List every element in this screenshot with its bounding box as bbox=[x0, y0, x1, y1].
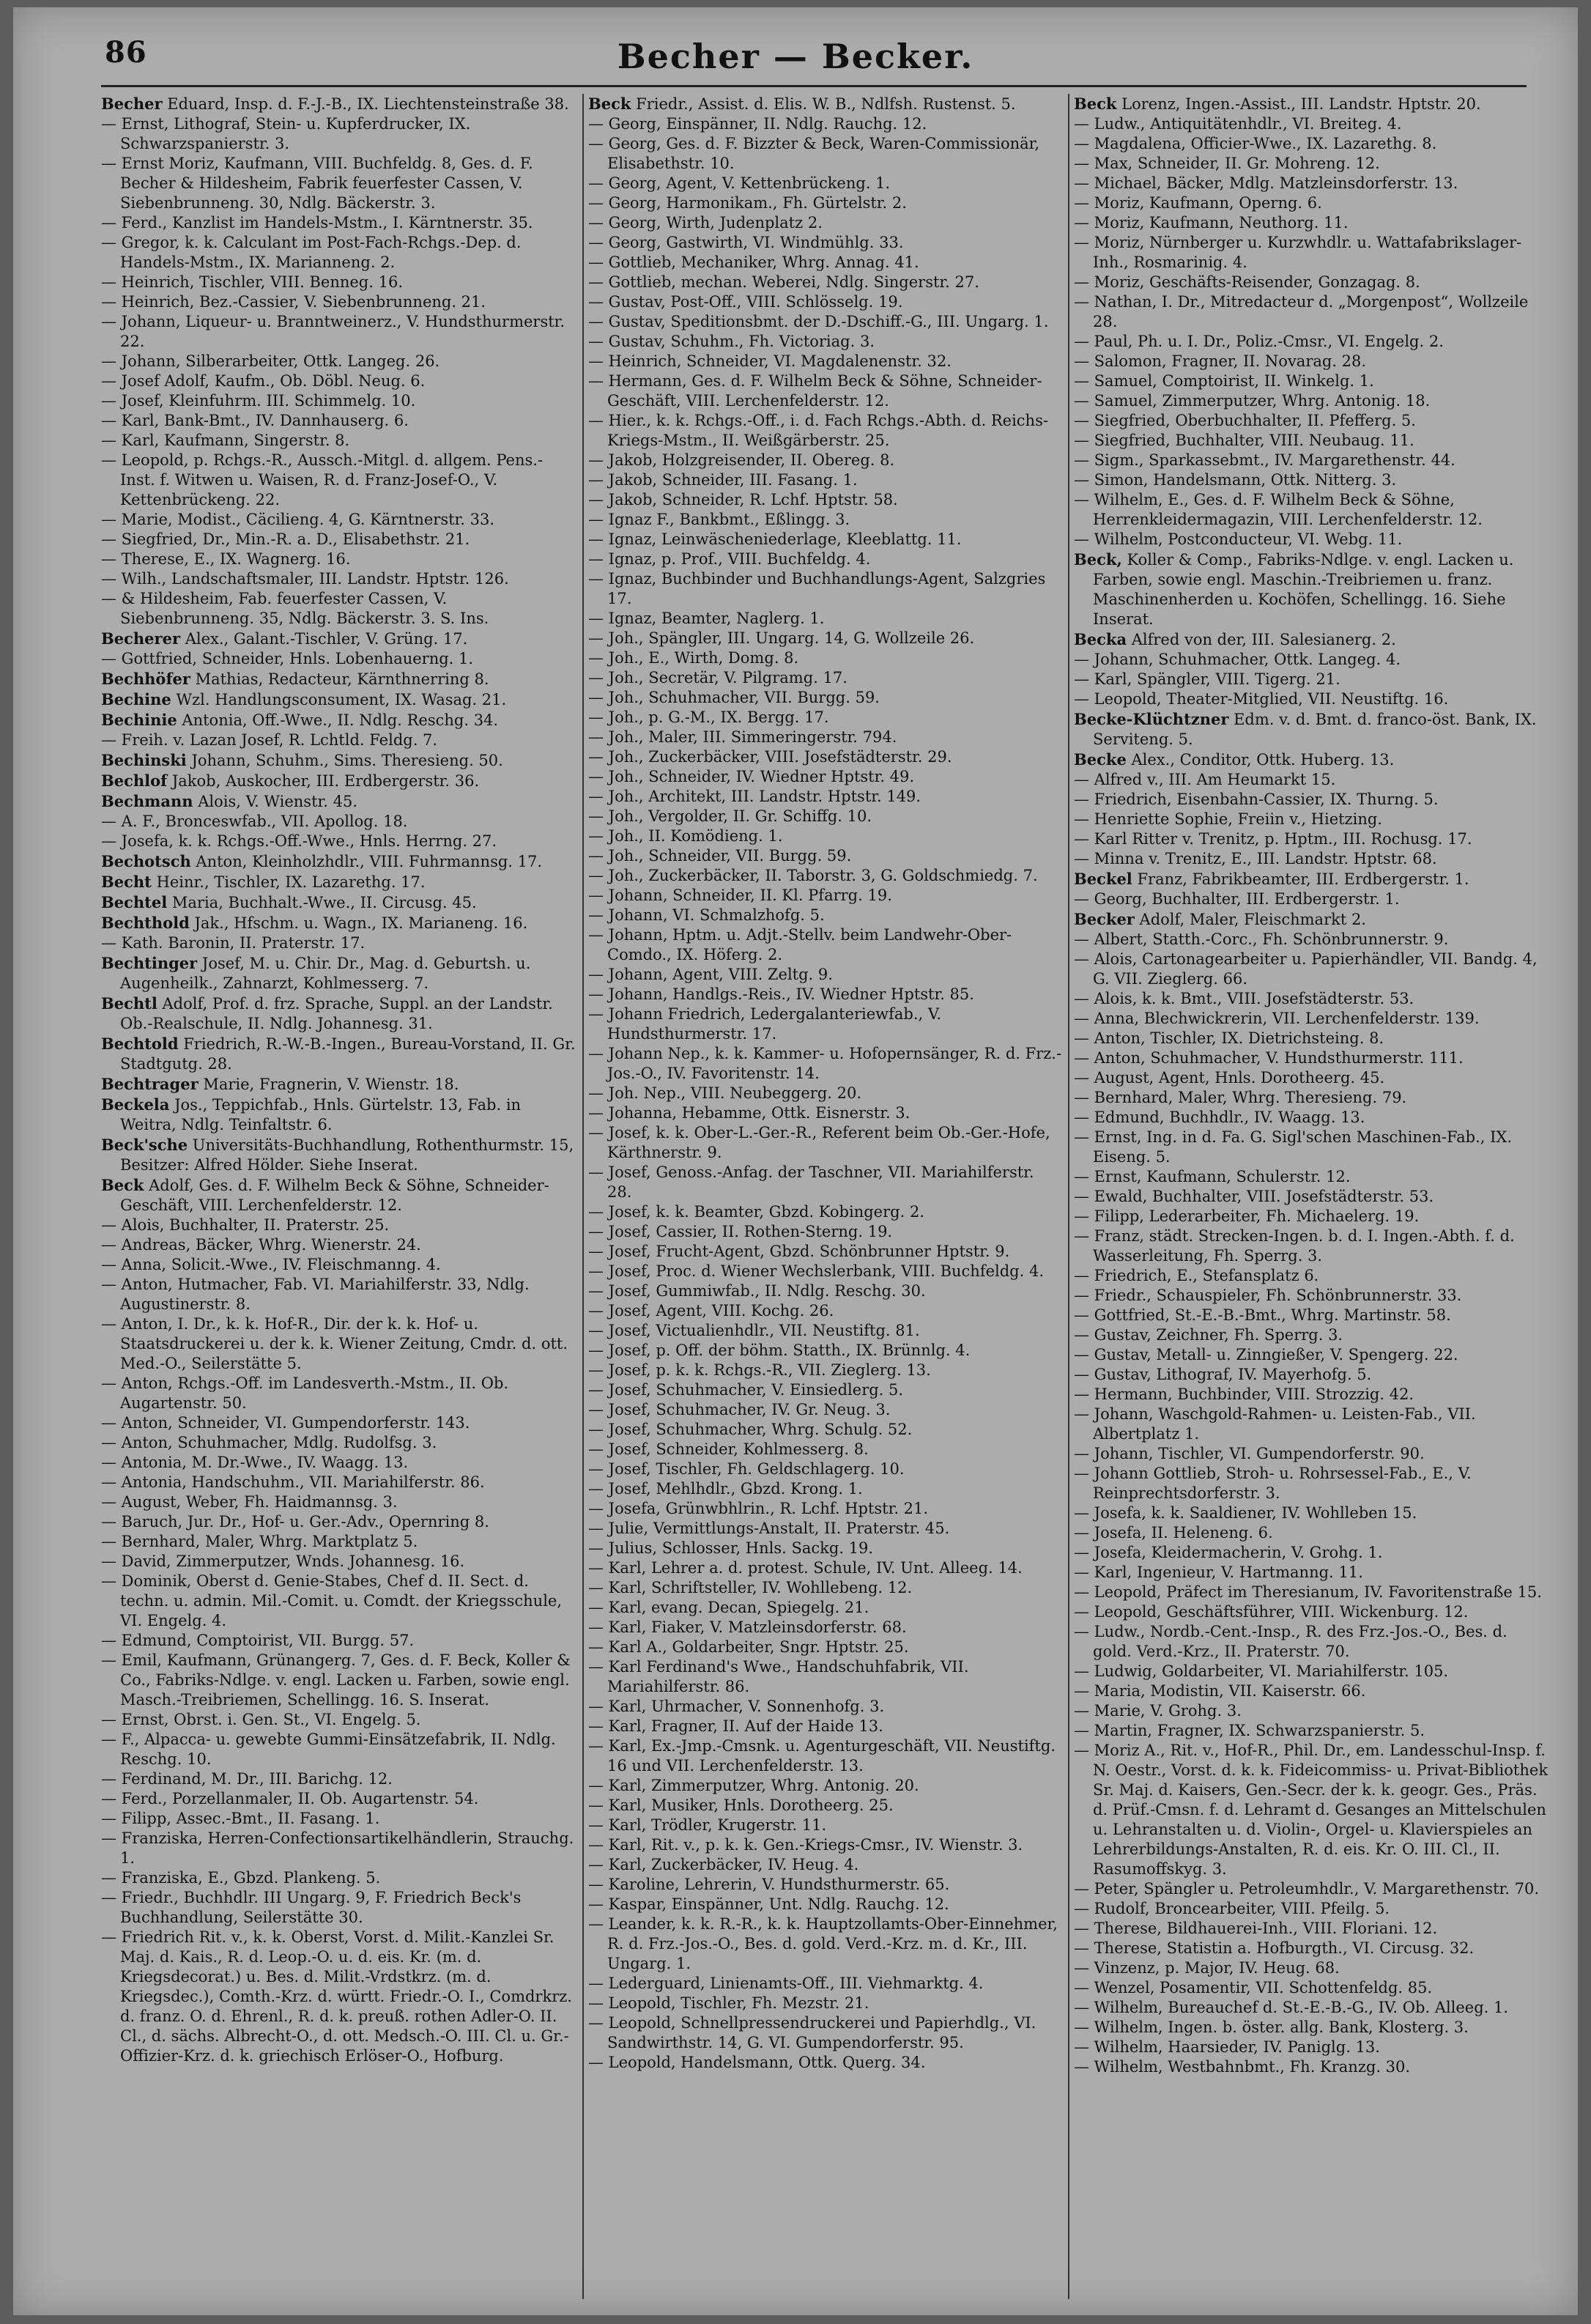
directory-entry: — David, Zimmerputzer, Wnds. Johannesg. 16. bbox=[101, 1553, 465, 1570]
directory-entry: — Karl, Zuckerbäcker, IV. Heug. 4. bbox=[588, 1856, 859, 1873]
directory-entry: Bechmann Alois, V. Wienstr. 45. bbox=[101, 792, 357, 810]
directory-entry: Becht Heinr., Tischler, IX. Lazarethg. 17. bbox=[101, 873, 426, 891]
directory-entry: — Kaspar, Einspänner, Unt. Ndlg. Rauchg. 12. bbox=[588, 1895, 949, 1913]
directory-entry: — Friedr., Schauspieler, Fh. Schönbrunnerstr. 33. bbox=[1074, 1287, 1462, 1304]
directory-entry: — Karl, Uhrmacher, V. Sonnenhofg. 3. bbox=[588, 1698, 885, 1715]
directory-entry: — Johann, Handlgs.-Reis., IV. Wiedner Hptstr. 85. bbox=[588, 985, 974, 1003]
directory-entry: — Karl, Rit. v., p. k. k. Gen.-Kriegs-Cmsr., IV. Wienstr. 3. bbox=[588, 1836, 1023, 1854]
directory-entry: — Johann, Tischler, VI. Gumpendorferstr. 90. bbox=[1074, 1445, 1425, 1462]
directory-entry: — Karl, Fiaker, V. Matzleinsdorferstr. 68. bbox=[588, 1618, 907, 1636]
directory-entry: — Josef, Genoss.-Anfag. der Taschner, VII. Mariahilferstr. 28. bbox=[588, 1163, 1034, 1201]
directory-entry: — Salomon, Fragner, II. Novarag. 28. bbox=[1074, 352, 1367, 370]
directory-entry: — Therese, Statistin a. Hofburgth., VI. Circusg. 32. bbox=[1074, 1939, 1475, 1957]
directory-entry: — Karl, Fragner, II. Auf der Haide 13. bbox=[588, 1717, 883, 1735]
directory-entry: — Joh., Secretär, V. Pilgramg. 17. bbox=[588, 669, 848, 687]
directory-entry: — Antonia, M. Dr.-Wwe., IV. Waagg. 13. bbox=[101, 1454, 409, 1471]
directory-entry: — Karl A., Goldarbeiter, Sngr. Hptstr. 25. bbox=[588, 1638, 909, 1656]
directory-entry: Bechine Wzl. Handlungsconsument, IX. Wasag. 21. bbox=[101, 690, 507, 708]
directory-entry: — Friedr., Buchhdlr. III Ungarg. 9, F. Friedrich Beck's Buchhandlung, Seilerstätte 30. bbox=[101, 1889, 522, 1926]
directory-entry: — Heinrich, Schneider, VI. Magdalenenstr. 32. bbox=[588, 352, 952, 370]
directory-entry: — Franziska, Herren-Confectionsartikelhändlerin, Strauchg. 1. bbox=[101, 1829, 574, 1867]
directory-entry: — Joh., p. G.-M., IX. Bergg. 17. bbox=[588, 708, 829, 726]
directory-entry: — Josef, k. k. Beamter, Gbzd. Kobingerg. 2. bbox=[588, 1203, 924, 1221]
directory-entry: — Joh., Architekt, III. Landstr. Hptstr. 149. bbox=[588, 788, 921, 805]
directory-entry: — Georg, Gastwirth, VI. Windmühlg. 33. bbox=[588, 234, 904, 251]
directory-entry: — Josef, Kleinfuhrm. III. Schimmelg. 10. bbox=[101, 392, 416, 410]
directory-entry: — Wilhelm, Bureauchef d. St.-E.-B.-G., IV. Ob. Alleeg. 1. bbox=[1074, 1999, 1509, 2016]
directory-entry: — Michael, Bäcker, Mdlg. Matzleinsdorferstr. 13. bbox=[1074, 174, 1458, 192]
directory-entry: — Gustav, Speditionsbmt. der D.-Dschiff.-G., III. Ungarg. 1. bbox=[588, 313, 1049, 330]
directory-entry: — Karl, Kaufmann, Singerstr. 8. bbox=[101, 432, 350, 449]
directory-entry: — Karl, Schriftsteller, IV. Wohllebeng. 12. bbox=[588, 1579, 913, 1596]
directory-entry: — Leopold, Tischler, Fh. Mezstr. 21. bbox=[588, 1994, 869, 2012]
directory-entry: — Joh., Vergolder, II. Gr. Schiffg. 10. bbox=[588, 807, 872, 825]
directory-entry: Beck, Koller & Comp., Fabriks-Ndlge. v. engl. Lacken u. Farben, sowie engl. Maschin.-Treibriemen u. franz. Maschinenherden u. Kochöfen, Schellingg. 16. Siehe Inserat. bbox=[1074, 550, 1514, 628]
header-rule bbox=[101, 85, 1527, 87]
directory-entry: — Anna, Blechwickrerin, VII. Lerchenfelderstr. 139. bbox=[1074, 1010, 1480, 1027]
directory-entry: — Josef, Proc. d. Wiener Wechslerbank, VIII. Buchfeldg. 4. bbox=[588, 1262, 1045, 1280]
column-right bbox=[1074, 94, 1550, 2306]
directory-entry: — Georg, Buchhalter, III. Erdbergerstr. 1. bbox=[1074, 890, 1400, 908]
directory-entry: — Josef, Schneider, Kohlmesserg. 8. bbox=[588, 1440, 869, 1458]
directory-entry: Becka Alfred von der, III. Salesianerg. 2. bbox=[1074, 630, 1396, 648]
directory-entry: — Leopold, Handelsmann, Ottk. Querg. 34. bbox=[588, 2054, 926, 2071]
directory-entry: — Wilhelm, Ingen. b. öster. allg. Bank, Klosterg. 3. bbox=[1074, 2018, 1469, 2036]
directory-entry: — Johann, Schuhmacher, Ottk. Langeg. 4. bbox=[1074, 651, 1401, 668]
directory-entry: — Karoline, Lehrerin, V. Hundsthurmerstr. 65. bbox=[588, 1876, 950, 1893]
directory-entry: — Ignaz, Beamter, Naglerg. 1. bbox=[588, 610, 825, 627]
directory-entry: — Paul, Ph. u. I. Dr., Poliz.-Cmsr., VI. Engelg. 2. bbox=[1074, 333, 1444, 350]
directory-entry: Becker Adolf, Maler, Fleischmarkt 2. bbox=[1074, 910, 1366, 928]
directory-entry: — Wilhelm, Westbahnbmt., Fh. Kranzg. 30. bbox=[1074, 2058, 1411, 2076]
directory-entry: — Ludwig, Goldarbeiter, VI. Mariahilferstr. 105. bbox=[1074, 1662, 1449, 1680]
directory-entry: — Anton, I. Dr., k. k. Hof-R., Dir. der k. k. Hof- u. Staatsdruckerei u. der k. k. Wiener Zeitung, Cmdr. d. ott. Med.-O., Seilerstätte 5. bbox=[101, 1315, 568, 1372]
directory-entry: — Johanna, Hebamme, Ottk. Eisnerstr. 3. bbox=[588, 1104, 911, 1122]
directory-entry: — Minna v. Trenitz, E., III. Landstr. Hptstr. 68. bbox=[1074, 850, 1437, 867]
directory-entry: — Dominik, Oberst d. Genie-Stabes, Chef d. II. Sect. d. techn. u. admin. Mil.-Comit. u. Comdt. der Kriegsschule, VI. Engelg. 4. bbox=[101, 1572, 563, 1629]
directory-entry: — Hermann, Ges. d. F. Wilhelm Beck & Söhne, Schneider-Geschäft, VIII. Lerchenfelderstr. 12. bbox=[588, 372, 1042, 410]
directory-entry: — A. F., Bronceswfab., VII. Apollog. 18. bbox=[101, 813, 408, 830]
directory-entry: — Friedrich Rit. v., k. k. Oberst, Vorst. d. Milit.-Kanzlei Sr. Maj. d. Kais., R. d. Leop.-O. u. d. eis. Kr. (m. d. Kriegsdecorat.) u. Bes. d. Milit.-Vrdstkrz. (m. d. Kriegsdec.), Comth.-Krz. d. württ. Friedr.-O. I., Comdrkrz. d. franz. O. d. Ehrenl., R. d. k. preuß. rothen Adler-O. II. Cl., d. sächs. Albrecht-O., d. ott. Medsch.-O. III. Cl. u. Gr.-Offizier-Krz. d. k. griechisch Erlöser-O., Hofburg. bbox=[101, 1928, 572, 2065]
directory-entry: — Gottfried, Schneider, Hnls. Lobenhauerng. 1. bbox=[101, 650, 474, 667]
directory-entry: — Freih. v. Lazan Josef, R. Lchtld. Feldg. 7. bbox=[101, 731, 438, 749]
directory-entry: — Anton, Hutmacher, Fab. VI. Mariahilferstr. 33, Ndlg. Augustinerstr. 8. bbox=[101, 1276, 530, 1313]
directory-entry: — Joh., Zuckerbäcker, II. Taborstr. 3, G. Goldschmiedg. 7. bbox=[588, 867, 1038, 884]
directory-entry: — Gustav, Schuhm., Fh. Victoriag. 3. bbox=[588, 333, 875, 350]
directory-entry: — Ferdinand, M. Dr., III. Barichg. 12. bbox=[101, 1770, 393, 1788]
column-middle bbox=[588, 94, 1063, 2306]
directory-entry: — Maria, Modistin, VII. Kaiserstr. 66. bbox=[1074, 1682, 1366, 1700]
directory-entry: — & Hildesheim, Fab. feuerfester Cassen, V. Siebenbrunneng. 35, Ndlg. Bäckerstr. 3. S. Ins. bbox=[101, 590, 489, 627]
directory-entry: — Sigm., Sparkassebmt., IV. Margarethenstr. 44. bbox=[1074, 451, 1455, 469]
directory-entry: — Johann, Silberarbeiter, Ottk. Langeg. 26. bbox=[101, 352, 440, 370]
directory-entry: — Leopold, Theater-Mitglied, VII. Neustiftg. 16. bbox=[1074, 690, 1449, 708]
directory-entry: — Siegfried, Buchhalter, VIII. Neubaug. 11. bbox=[1074, 432, 1414, 449]
directory-entry: — Anton, Schuhmacher, Mdlg. Rudolfsg. 3. bbox=[101, 1434, 437, 1451]
directory-entry: — Josef, Agent, VIII. Kochg. 26. bbox=[588, 1302, 834, 1320]
directory-entry: — Moriz, Nürnberger u. Kurzwhdlr. u. Wattafabrikslager-Inh., Rosmarinig. 4. bbox=[1074, 234, 1522, 271]
directory-entry: — Emil, Kaufmann, Grünangerg. 7, Ges. d. F. Beck, Koller & Co., Fabriks-Ndlge. v. engl. Lacken u. Farben, sowie engl. Masch.-Treibriemen, Schellingg. 16. S. Inserat. bbox=[101, 1651, 571, 1709]
directory-entry: — Baruch, Jur. Dr., Hof- u. Ger.-Adv., Opernring 8. bbox=[101, 1513, 489, 1531]
directory-entry: — Simon, Handelsmann, Ottk. Nitterg. 3. bbox=[1074, 471, 1397, 489]
directory-entry: — Julie, Vermittlungs-Anstalt, II. Praterstr. 45. bbox=[588, 1520, 950, 1537]
directory-entry: — Karl, Lehrer a. d. protest. Schule, IV. Unt. Alleeg. 14. bbox=[588, 1559, 1023, 1577]
directory-entry: — Marie, Modist., Cäcilieng. 4, G. Kärntnerstr. 33. bbox=[101, 511, 495, 528]
directory-entry: — Ignaz, p. Prof., VIII. Buchfeldg. 4. bbox=[588, 550, 871, 568]
directory-entry: — Jakob, Schneider, R. Lchf. Hptstr. 58. bbox=[588, 491, 898, 508]
directory-entry: — Marie, V. Grohg. 3. bbox=[1074, 1702, 1242, 1720]
directory-entry: — Jakob, Holzgreisender, II. Obereg. 8. bbox=[588, 451, 895, 469]
directory-entry: Becke Alex., Conditor, Ottk. Huberg. 13. bbox=[1074, 750, 1395, 769]
directory-entry: — Josef, Victualienhdlr., VII. Neustiftg. 81. bbox=[588, 1322, 920, 1339]
directory-entry: — Karl, Bank-Bmt., IV. Dannhauserg. 6. bbox=[101, 412, 409, 429]
page-header bbox=[13, 7, 1578, 76]
page-title: Becher — Becker. bbox=[617, 37, 974, 76]
directory-entry: — Nathan, I. Dr., Mitredacteur d. „Morgenpost“, Wollzeile 28. bbox=[1074, 293, 1529, 330]
directory-entry: — Ludw., Antiquitätenhdlr., VI. Breiteg. 4. bbox=[1074, 115, 1402, 133]
directory-entry: — Josef, p. Off. der böhm. Statth., IX. Brünnlg. 4. bbox=[588, 1342, 971, 1359]
directory-entry: Bechtel Maria, Buchhalt.-Wwe., II. Circusg. 45. bbox=[101, 893, 477, 911]
directory-entry: — Gottlieb, mechan. Weberei, Ndlg. Singerstr. 27. bbox=[588, 273, 979, 291]
directory-entry: — Joh. Nep., VIII. Neubeggerg. 20. bbox=[588, 1084, 862, 1102]
directory-entry: — Ludw., Nordb.-Cent.-Insp., R. des Frz.-Jos.-O., Bes. d. gold. Verd.-Krz., II. Praterstr. 70. bbox=[1074, 1623, 1507, 1660]
directory-entry: — F., Alpacca- u. gewebte Gummi-Einsätzefabrik, II. Ndlg. Reschg. 10. bbox=[101, 1731, 556, 1768]
directory-entry: — Martin, Fragner, IX. Schwarzspanierstr. 5. bbox=[1074, 1722, 1425, 1739]
directory-entry: — Johann Nep., k. k. Kammer- u. Hofopernsänger, R. d. Frz.-Jos.-O., IV. Favoritenstr. 14. bbox=[588, 1045, 1062, 1082]
directory-entry: — Gottfried, St.-E.-B.-Bmt., Whrg. Martinstr. 58. bbox=[1074, 1306, 1451, 1324]
page-number: 86 bbox=[105, 35, 147, 70]
directory-entry: — Hier., k. k. Rchgs.-Off., i. d. Fach Rchgs.-Abth. d. Reichs-Kriegs-Mstm., II. Weißgärberstr. 25. bbox=[588, 412, 1048, 449]
directory-entry: — Lederguard, Linienamts-Off., III. Viehmarktg. 4. bbox=[588, 1975, 984, 1992]
directory-entry: — Ernst, Kaufmann, Schulerstr. 12. bbox=[1074, 1168, 1351, 1185]
directory-entry: — Friedrich, Eisenbahn-Cassier, IX. Thurng. 5. bbox=[1074, 791, 1439, 808]
directory-entry: — Josef, Schuhmacher, Whrg. Schulg. 52. bbox=[588, 1421, 913, 1438]
directory-entry: — Karl, Ingenieur, V. Hartmanng. 11. bbox=[1074, 1563, 1363, 1581]
directory-entry: — Henriette Sophie, Freiin v., Hietzing. bbox=[1074, 810, 1382, 828]
directory-entry: — Karl, Spängler, VIII. Tigerg. 21. bbox=[1074, 670, 1340, 688]
directory-entry: — Johann Gottlieb, Stroh- u. Rohrsessel-Fab., E., V. Reinprechtsdorferstr. 3. bbox=[1074, 1465, 1472, 1502]
directory-entry: — Josefa, k. k. Rchgs.-Off.-Wwe., Hnls. Herrng. 27. bbox=[101, 832, 497, 850]
directory-entry: — Anna, Solicit.-Wwe., IV. Fleischmanng. 4. bbox=[101, 1256, 441, 1273]
directory-entry: — Wilhelm, E., Ges. d. F. Wilhelm Beck & Söhne, Herrenkleidermagazin, VIII. Lerchenfelderstr. 12. bbox=[1074, 491, 1483, 528]
directory-entry: — Alois, k. k. Bmt., VIII. Josefstädterstr. 53. bbox=[1074, 990, 1414, 1007]
directory-entry: — Max, Schneider, II. Gr. Mohreng. 12. bbox=[1074, 155, 1380, 172]
directory-entry: Bechotsch Anton, Kleinholzhdlr., VIII. Fuhrmannsg. 17. bbox=[101, 852, 543, 870]
directory-entry: — Karl Ritter v. Trenitz, p. Hptm., III. Rochusg. 17. bbox=[1074, 830, 1472, 848]
directory-entry: — Josef, Mehlhdlr., Gbzd. Krong. 1. bbox=[588, 1480, 863, 1498]
directory-entry: — Hermann, Buchbinder, VIII. Strozzig. 42. bbox=[1074, 1385, 1414, 1403]
directory-entry: — Filipp, Assec.-Bmt., II. Fasang. 1. bbox=[101, 1810, 380, 1827]
directory-entry: — Ignaz F., Bankbmt., Eßlingg. 3. bbox=[588, 511, 850, 528]
directory-entry: — Ernst, Ing. in d. Fa. G. Sigl'schen Maschinen-Fab., IX. Eiseng. 5. bbox=[1074, 1128, 1513, 1166]
directory-entry: — August, Agent, Hnls. Dorotheerg. 45. bbox=[1074, 1069, 1385, 1087]
directory-entry: Beckel Franz, Fabrikbeamter, III. Erdbergerstr. 1. bbox=[1074, 870, 1469, 888]
directory-entry: — Anton, Schneider, VI. Gumpendorferstr. 143. bbox=[101, 1414, 470, 1432]
directory-entry: — Ernst, Obrst. i. Gen. St., VI. Engelg. 5. bbox=[101, 1711, 421, 1728]
directory-entry: — Alois, Buchhalter, II. Praterstr. 25. bbox=[101, 1216, 390, 1234]
directory-entry: — Magdalena, Officier-Wwe., IX. Lazarethg. 8. bbox=[1074, 135, 1437, 152]
directory-entry: — Heinrich, Bez.-Cassier, V. Siebenbrunneng. 21. bbox=[101, 293, 486, 311]
directory-entry: — Moriz, Geschäfts-Reisender, Gonzagag. 8. bbox=[1074, 273, 1420, 291]
directory-entry: — Johann, Agent, VIII. Zeltg. 9. bbox=[588, 966, 833, 983]
directory-entry: — Josef, k. k. Ober-L.-Ger.-R., Referent beim Ob.-Ger.-Hofe, Kärthnerstr. 9. bbox=[588, 1124, 1050, 1161]
directory-entry: Bechthold Jak., Hfschm. u. Wagn., IX. Marianeng. 16. bbox=[101, 914, 528, 932]
directory-entry: — Karl, Trödler, Krugerstr. 11. bbox=[588, 1816, 827, 1834]
directory-entry: — Gustav, Metall- u. Zinngießer, V. Spengerg. 22. bbox=[1074, 1346, 1458, 1363]
directory-entry: — Joh., Schneider, VII. Burgg. 59. bbox=[588, 847, 852, 865]
directory-entry: — Rudolf, Broncearbeiter, VIII. Pfeilg. 5. bbox=[1074, 1900, 1390, 1917]
directory-entry: — Therese, Bildhauerei-Inh., VIII. Floriani. 12. bbox=[1074, 1920, 1438, 1937]
directory-entry: — Peter, Spängler u. Petroleumhdlr., V. Margarethenstr. 70. bbox=[1074, 1880, 1539, 1898]
directory-entry: — Gustav, Post-Off., VIII. Schlösselg. 19. bbox=[588, 293, 903, 311]
directory-entry: — Albert, Statth.-Corc., Fh. Schönbrunnerstr. 9. bbox=[1074, 930, 1449, 948]
directory-entry: — Franziska, E., Gbzd. Plankeng. 5. bbox=[101, 1869, 381, 1887]
directory-entry: — Joh., II. Komödieng. 1. bbox=[588, 827, 783, 845]
directory-entry: — Leopold, Präfect im Theresianum, IV. Favoritenstraße 15. bbox=[1074, 1583, 1542, 1601]
directory-entry: — Johann, Schneider, II. Kl. Pfarrg. 19. bbox=[588, 887, 892, 904]
directory-entry: — Josef Adolf, Kaufm., Ob. Döbl. Neug. 6. bbox=[101, 372, 426, 390]
directory-entry: — Franz, städt. Strecken-Ingen. b. d. I. Ingen.-Abth. f. d. Wasserleitung, Fh. Sperrg. 3. bbox=[1074, 1227, 1515, 1265]
column-divider bbox=[1068, 94, 1069, 2299]
directory-entry: — Samuel, Comptoirist, II. Winkelg. 1. bbox=[1074, 372, 1374, 390]
directory-entry: — Ewald, Buchhalter, VIII. Josefstädterstr. 53. bbox=[1074, 1188, 1434, 1205]
directory-entry: — Moriz, Kaufmann, Neuthorg. 11. bbox=[1074, 214, 1349, 232]
directory-entry: — Alois, Cartonagearbeiter u. Papierhändler, VII. Bandg. 4, G. VII. Zieglerg. 66. bbox=[1074, 950, 1538, 988]
directory-entry: — Josef, Schuhmacher, V. Einsiedlerg. 5. bbox=[588, 1381, 904, 1399]
column-divider bbox=[582, 94, 584, 2299]
directory-entry: — Edmund, Buchhdlr., IV. Waagg. 13. bbox=[1074, 1109, 1365, 1126]
directory-entry: — Ignaz, Buchbinder und Buchhandlungs-Agent, Salzgries 17. bbox=[588, 570, 1046, 607]
directory-entry: Bechinski Johann, Schuhm., Sims. Theresieng. 50. bbox=[101, 751, 503, 769]
directory-entry: — Josefa, Kleidermacherin, V. Grohg. 1. bbox=[1074, 1544, 1383, 1561]
directory-entry: — Karl, evang. Decan, Spiegelg. 21. bbox=[588, 1599, 869, 1616]
directory-entry: — Gottlieb, Mechaniker, Whrg. Annag. 41. bbox=[588, 254, 919, 271]
directory-entry: — Georg, Ges. d. F. Bizzter & Beck, Waren-Commissionär, Elisabethstr. 10. bbox=[588, 135, 1040, 172]
directory-entry: Becke-Klüchtzner Edm. v. d. Bmt. d. franco-öst. Bank, IX. Serviteng. 5. bbox=[1074, 710, 1537, 748]
directory-entry: — Friedrich, E., Stefansplatz 6. bbox=[1074, 1267, 1319, 1284]
directory-entry: — Ignaz, Leinwäscheniederlage, Kleeblattg. 11. bbox=[588, 530, 962, 548]
directory-entry: — August, Weber, Fh. Haidmannsg. 3. bbox=[101, 1493, 398, 1511]
directory-entry: — Wenzel, Posamentir, VII. Schottenfeldg. 85. bbox=[1074, 1979, 1433, 1997]
directory-entry: — Josefa, k. k. Saaldiener, IV. Wohlleben 15. bbox=[1074, 1504, 1417, 1522]
directory-entry: Bechtold Friedrich, R.-W.-B.-Ingen., Bureau-Vorstand, II. Gr. Stadtgutg. 28. bbox=[101, 1035, 576, 1073]
directory-entry: — Leopold, p. Rchgs.-R., Aussch.-Mitgl. d. allgem. Pens.-Inst. f. Witwen u. Waisen, R. d. Franz-Josef-O., V. Kettenbrückeng. 22. bbox=[101, 451, 544, 508]
directory-entry: — Wilhelm, Postconducteur, VI. Webg. 11. bbox=[1074, 530, 1403, 548]
directory-entry: — Joh., Schuhmacher, VII. Burgg. 59. bbox=[588, 689, 880, 706]
directory-entry: — Karl, Musiker, Hnls. Dorotheerg. 25. bbox=[588, 1796, 894, 1814]
directory-entry: Beck Adolf, Ges. d. F. Wilhelm Beck & Söhne, Schneider-Geschäft, VIII. Lerchenfelderstr. 12. bbox=[101, 1176, 549, 1214]
column-left bbox=[101, 94, 577, 2306]
directory-entry: — Joh., Maler, III. Simmeringerstr. 794. bbox=[588, 728, 897, 746]
directory-entry: — Josef, p. k. k. Rchgs.-R., VII. Zieglerg. 13. bbox=[588, 1361, 931, 1379]
directory-entry: — Georg, Einspänner, II. Ndlg. Rauchg. 12. bbox=[588, 115, 927, 133]
directory-entry: — Antonia, Handschuhm., VII. Mariahilferstr. 86. bbox=[101, 1473, 485, 1491]
directory-entry: — Johann, Waschgold-Rahmen- u. Leisten-Fab., VII. Albertplatz 1. bbox=[1074, 1405, 1476, 1443]
directory-entry: — Ferd., Kanzlist im Handels-Mstm., I. Kärntnerstr. 35. bbox=[101, 214, 533, 232]
directory-entry: — Siegfried, Dr., Min.-R. a. D., Elisabethstr. 21. bbox=[101, 530, 470, 548]
directory-entry: — Ferd., Porzellanmaler, II. Ob. Augartenstr. 54. bbox=[101, 1790, 479, 1807]
directory-entry: — Josef, Schuhmacher, IV. Gr. Neug. 3. bbox=[588, 1401, 891, 1418]
directory-entry: — Josefa, II. Heleneng. 6. bbox=[1074, 1524, 1273, 1542]
directory-entry: Beck Friedr., Assist. d. Elis. W. B., Ndlfsh. Rustenst. 5. bbox=[588, 95, 1016, 113]
directory-entry: — Joh., Zuckerbäcker, VIII. Josefstädterstr. 29. bbox=[588, 748, 952, 766]
directory-entry: — Johann Friedrich, Ledergalanteriewfab., V. Hundsthurmerstr. 17. bbox=[588, 1005, 942, 1043]
directory-entry: Bechhöfer Mathias, Redacteur, Kärnthnerring 8. bbox=[101, 670, 489, 688]
directory-entry: Becherer Alex., Galant.-Tischler, V. Grüng. 17. bbox=[101, 629, 468, 648]
directory-entry: — Anton, Schuhmacher, V. Hundsthurmerstr. 111. bbox=[1074, 1049, 1464, 1067]
directory-entry: — Georg, Wirth, Judenplatz 2. bbox=[588, 214, 823, 232]
directory-entry: Becher Eduard, Insp. d. F.-J.-B., IX. Liechtensteinstraße 38. bbox=[101, 95, 569, 113]
directory-entry: — Josefa, Grünwbhlrin., R. Lchf. Hptstr. 21. bbox=[588, 1500, 929, 1517]
directory-entry: Bechinie Antonia, Off.-Wwe., II. Ndlg. Reschg. 34. bbox=[101, 711, 499, 729]
directory-entry: — Johann, Liqueur- u. Branntweinerz., V. Hundsthurmerstr. 22. bbox=[101, 313, 565, 350]
directory-entry: — Karl, Ex.-Jmp.-Cmsnk. u. Agenturgeschäft, VII. Neustiftg. 16 und VII. Lerchenfelderstr. 13. bbox=[588, 1737, 1056, 1775]
directory-entry: — Anton, Rchgs.-Off. im Landesverth.-Mstm., II. Ob. Augartenstr. 50. bbox=[101, 1374, 509, 1412]
directory-entry: — Karl, Zimmerputzer, Whrg. Antonig. 20. bbox=[588, 1777, 919, 1794]
directory-entry: — Heinrich, Tischler, VIII. Benneg. 16. bbox=[101, 273, 403, 291]
directory-entry: — Ernst, Lithograf, Stein- u. Kupferdrucker, IX. Schwarzspanierstr. 3. bbox=[101, 115, 471, 152]
directory-entry: — Moriz, Kaufmann, Operng. 6. bbox=[1074, 194, 1322, 212]
directory-entry: — Leander, k. k. R.-R., k. k. Hauptzollamts-Ober-Einnehmer, R. d. Frz.-Jos.-O., Bes. d. gold. Verd.-Krz. m. d. Kr., III. Ungarg. 1. bbox=[588, 1915, 1058, 1972]
directory-entry: — Gustav, Lithograf, IV. Mayerhofg. 5. bbox=[1074, 1366, 1372, 1383]
directory-entry: Bechlof Jakob, Auskocher, III. Erdbergerstr. 36. bbox=[101, 771, 480, 790]
directory-entry: — Josef, Cassier, II. Rothen-Sterng. 19. bbox=[588, 1223, 893, 1240]
directory-entry: Beck'sche Universitäts-Buchhandlung, Rothenthurmstr. 15, Besitzer: Alfred Hölder. Siehe Inserat. bbox=[101, 1136, 574, 1174]
directory-entry: — Karl Ferdinand's Wwe., Handschuhfabrik, VII. Mariahilferstr. 86. bbox=[588, 1658, 969, 1695]
directory-entry: — Georg, Harmonikam., Fh. Gürtelstr. 2. bbox=[588, 194, 907, 212]
directory-entry: — Siegfried, Oberbuchhalter, II. Pfefferg. 5. bbox=[1074, 412, 1416, 429]
directory-entry: — Andreas, Bäcker, Whrg. Wienerstr. 24. bbox=[101, 1236, 421, 1254]
directory-entry: — Bernhard, Maler, Whrg. Theresieng. 79. bbox=[1074, 1089, 1407, 1106]
directory-entry: — Leopold, Schnellpressendruckerei und Papierhdlg., VI. Sandwirthstr. 14, G. VI. Gumpendorferstr. 95. bbox=[588, 2014, 1036, 2051]
directory-entry: — Bernhard, Maler, Whrg. Marktplatz 5. bbox=[101, 1533, 418, 1550]
directory-entry: — Ernst Moriz, Kaufmann, VIII. Buchfeldg. 8, Ges. d. F. Becher & Hildesheim, Fabrik feuerfester Cassen, V. Siebenbrunneng. 30, Ndlg. Bäckerstr. 3. bbox=[101, 155, 533, 212]
directory-entry: — Gustav, Zeichner, Fh. Sperrg. 3. bbox=[1074, 1326, 1343, 1344]
directory-entry: — Josef, Tischler, Fh. Geldschlagerg. 10. bbox=[588, 1460, 905, 1478]
directory-entry: — Johann, VI. Schmalzhofg. 5. bbox=[588, 906, 825, 924]
directory-entry: — Wilh., Landschaftsmaler, III. Landstr. Hptstr. 126. bbox=[101, 570, 509, 588]
columns-container bbox=[101, 94, 1551, 2306]
directory-entry: — Jakob, Schneider, III. Fasang. 1. bbox=[588, 471, 858, 489]
directory-entry: Beck Lorenz, Ingen.-Assist., III. Landstr. Hptstr. 20. bbox=[1074, 95, 1481, 113]
directory-entry: — Vinzenz, p. Major, IV. Heug. 68. bbox=[1074, 1959, 1340, 1977]
directory-entry: Bechtinger Josef, M. u. Chir. Dr., Mag. d. Geburtsh. u. Augenheilk., Zahnarzt, Kohlmesserg. 7. bbox=[101, 954, 531, 992]
directory-entry: — Anton, Tischler, IX. Dietrichsteing. 8. bbox=[1074, 1029, 1384, 1047]
directory-entry: — Wilhelm, Haarsieder, IV. Paniglg. 13. bbox=[1074, 2038, 1380, 2056]
directory-entry: — Alfred v., III. Am Heumarkt 15. bbox=[1074, 771, 1336, 788]
directory-entry: Bechtl Adolf, Prof. d. frz. Sprache, Suppl. an der Landstr. Ob.-Realschule, II. Ndlg. Johannesg. 31. bbox=[101, 994, 553, 1032]
directory-entry: — Julius, Schlosser, Hnls. Sackg. 19. bbox=[588, 1539, 874, 1557]
directory-page bbox=[13, 7, 1578, 2315]
directory-entry: — Josef, Gummiwfab., II. Ndlg. Reschg. 30. bbox=[588, 1282, 926, 1300]
directory-entry: — Gregor, k. k. Calculant im Post-Fach-Rchgs.-Dep. d. Handels-Mstm., IX. Marianneng. 2. bbox=[101, 234, 522, 271]
directory-entry: — Therese, E., IX. Wagnerg. 16. bbox=[101, 550, 351, 568]
directory-entry: Beckela Jos., Teppichfab., Hnls. Gürtelstr. 13, Fab. in Weitra, Ndlg. Teinfaltstr. 6. bbox=[101, 1095, 522, 1133]
directory-entry: — Filipp, Lederarbeiter, Fh. Michaelerg. 19. bbox=[1074, 1207, 1420, 1225]
directory-entry: — Edmund, Comptoirist, VII. Burgg. 57. bbox=[101, 1632, 415, 1649]
directory-entry: Bechtrager Marie, Fragnerin, V. Wienstr. 18. bbox=[101, 1075, 459, 1093]
directory-entry: — Joh., Spängler, III. Ungarg. 14, G. Wollzeile 26. bbox=[588, 629, 975, 647]
directory-entry: — Leopold, Geschäftsführer, VIII. Wickenburg. 12. bbox=[1074, 1603, 1469, 1621]
directory-entry: — Moriz A., Rit. v., Hof-R., Phil. Dr., em. Landesschul-Insp. f. N. Oestr., Vorst. d. k. k. Fideicommiss- u. Privat-Bibliothek Sr. Maj. d. Kaisers, Gen.-Secr. der k. k. geogr. Ges., Präs. d. Prüf.-Cmsn. f. d. Lehramt d. Gesanges an Mittelschulen u. Lehranstalten u. d. Violin-, Orgel- u. Klavierspieles an Lehrerbildungs-Anstalten, R. d. eis. Kr. O. III. Cl., II. Rasumoffskyg. 3. bbox=[1074, 1742, 1549, 1878]
directory-entry: — Josef, Frucht-Agent, Gbzd. Schönbrunner Hptstr. 9. bbox=[588, 1243, 1010, 1260]
directory-entry: — Georg, Agent, V. Kettenbrückeng. 1. bbox=[588, 174, 891, 192]
directory-entry: — Joh., Schneider, IV. Wiedner Hptstr. 49. bbox=[588, 768, 915, 785]
directory-entry: — Johann, Hptm. u. Adjt.-Stellv. beim Landwehr-Ober-Comdo., IX. Höferg. 2. bbox=[588, 926, 1012, 963]
directory-entry: — Kath. Baronin, II. Praterstr. 17. bbox=[101, 934, 366, 952]
directory-entry: — Samuel, Zimmerputzer, Whrg. Antonig. 18. bbox=[1074, 392, 1431, 410]
directory-entry: — Joh., E., Wirth, Domg. 8. bbox=[588, 649, 799, 667]
